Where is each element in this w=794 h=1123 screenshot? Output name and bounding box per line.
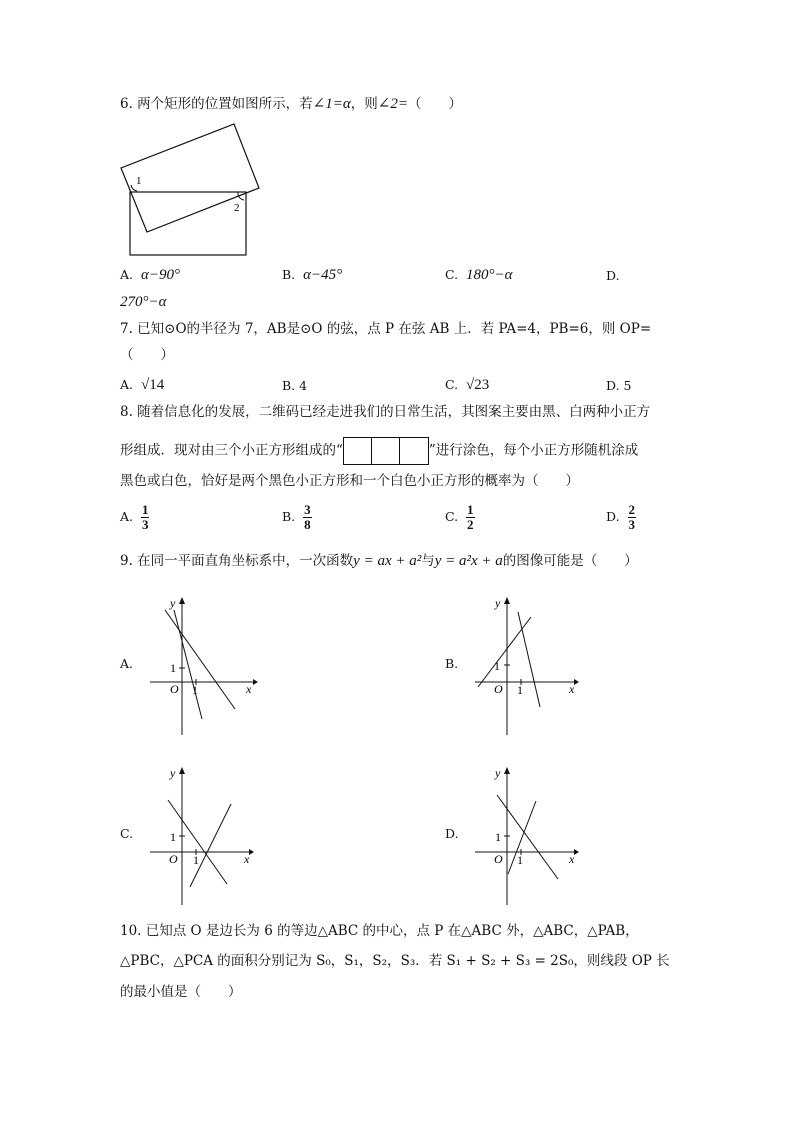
q7-stem-line2: （ ） <box>120 347 174 363</box>
q9-a-line-2 <box>174 610 202 719</box>
q6-bottom-rectangle <box>130 192 246 255</box>
svg-text:O: O <box>494 682 503 696</box>
svg-text:y: y <box>495 596 501 610</box>
q9-graph-d[interactable] <box>470 762 585 907</box>
svg-text:O: O <box>169 852 178 866</box>
q6-option-b[interactable]: B. α−45° <box>282 267 343 283</box>
q7-stem-line1: 7. 已知⊙O的半径为 7，AB是⊙O 的弦，点 P 在弦 AB 上．若 PA=4，PB=6，则 OP= <box>120 321 652 337</box>
q8-stem-line3: 黑色或白色，恰好是两个黑色小正方形和一个白色小正方形的概率为（ ） <box>120 473 579 489</box>
q9-stem: 9. 在同一平面直角坐标系中，一次函数y = ax + a²与y = a²x + a的图像可能是（ ） <box>120 553 638 569</box>
q7-option-d[interactable]: D. 5 <box>606 378 632 393</box>
q9-graph-d-label[interactable]: D. <box>445 826 459 841</box>
q9-function-2: y = a²x + a <box>434 553 503 569</box>
q10-stem-line3: 的最小值是（ ） <box>120 984 242 1000</box>
q6-label-2: 2 <box>234 202 240 214</box>
q6-condition: ∠1=α <box>312 96 351 112</box>
svg-text:x: x <box>244 852 250 866</box>
q6-option-a[interactable]: A. α−90° <box>120 267 180 283</box>
q9-d-line-1 <box>497 795 558 879</box>
q8-stem-line2: 形组成．现对由三个小正方形组成的“ ”进行涂色，每个小正方形随机涂成 <box>120 437 638 465</box>
q9-graph-a[interactable] <box>145 592 260 737</box>
svg-text:x: x <box>569 852 575 866</box>
q7-option-c[interactable]: C. √23 <box>445 377 490 393</box>
q8-option-b[interactable]: B. $\frac{3}{8}$ <box>282 502 311 532</box>
q10-stem-line1: 10. 已知点 O 是边长为 6 的等边△ABC 的中心，点 P 在△ABC 外，△ABC，△PAB， <box>120 923 639 939</box>
q6-mid: ，则 <box>350 96 378 112</box>
q9-graph-b[interactable] <box>470 592 585 737</box>
q9-graph-b-label[interactable]: B. <box>445 656 459 671</box>
q6-tilted-rectangle <box>121 124 259 232</box>
svg-text:x: x <box>569 682 575 696</box>
q6-option-c[interactable]: C. 180°−α <box>445 267 513 283</box>
svg-text:y: y <box>170 596 176 610</box>
svg-text:x: x <box>246 682 252 696</box>
q6-stem <box>120 95 462 113</box>
svg-text:1: 1 <box>517 853 523 867</box>
q7-option-b[interactable]: B. 4 <box>282 378 308 393</box>
svg-text:1: 1 <box>193 853 199 867</box>
q6-angle2-arc <box>238 192 244 200</box>
q6-label-1: 1 <box>136 175 142 187</box>
q8-three-squares <box>343 437 429 465</box>
svg-text:y: y <box>170 766 176 780</box>
q6-paren: （ ） <box>407 96 462 112</box>
svg-text:O: O <box>494 852 503 866</box>
q6-rectangles-figure <box>115 118 265 260</box>
svg-text:O: O <box>170 682 179 696</box>
svg-text:y: y <box>495 766 501 780</box>
svg-text:1: 1 <box>517 683 523 697</box>
q6-option-d-value: 270°−α <box>120 294 167 310</box>
q9-graph-a-label[interactable]: A. <box>120 656 134 671</box>
q9-b-line-1 <box>478 617 531 687</box>
q9-graph-c-label[interactable]: C. <box>120 826 134 841</box>
svg-text:1: 1 <box>170 830 176 844</box>
q6-option-d[interactable]: D. <box>606 268 620 283</box>
q8-stem-line1: 8. 随着信息化的发展，二维码已经走进我们的日常生活，其图案主要由黑、白两种小正方 <box>120 404 651 420</box>
q9-function-1: y = ax + a² <box>353 553 422 569</box>
svg-text:1: 1 <box>192 683 198 697</box>
q8-option-d[interactable]: D. $\frac{2}{3}$ <box>606 502 636 532</box>
q8-option-a[interactable]: A. $\frac{1}{3}$ <box>120 502 149 532</box>
svg-text:1: 1 <box>495 830 501 844</box>
q6-ask: ∠2= <box>377 96 408 112</box>
q7-option-a[interactable]: A. √14 <box>120 377 165 393</box>
q9-graph-c[interactable] <box>145 762 260 907</box>
svg-text:1: 1 <box>170 661 176 675</box>
q8-option-c[interactable]: C. $\frac{1}{2}$ <box>445 502 474 532</box>
q10-stem-line2: △PBC，△PCA 的面积分别记为 S₀，S₁，S₂，S₃．若 S₁ + S₂ + S₃ = 2S₀，则线段 OP 长 <box>120 953 670 969</box>
svg-text:1: 1 <box>494 659 500 673</box>
q6-prefix: 6. 两个矩形的位置如图所示，若 <box>120 96 313 112</box>
q9-c-line-2 <box>190 804 231 887</box>
